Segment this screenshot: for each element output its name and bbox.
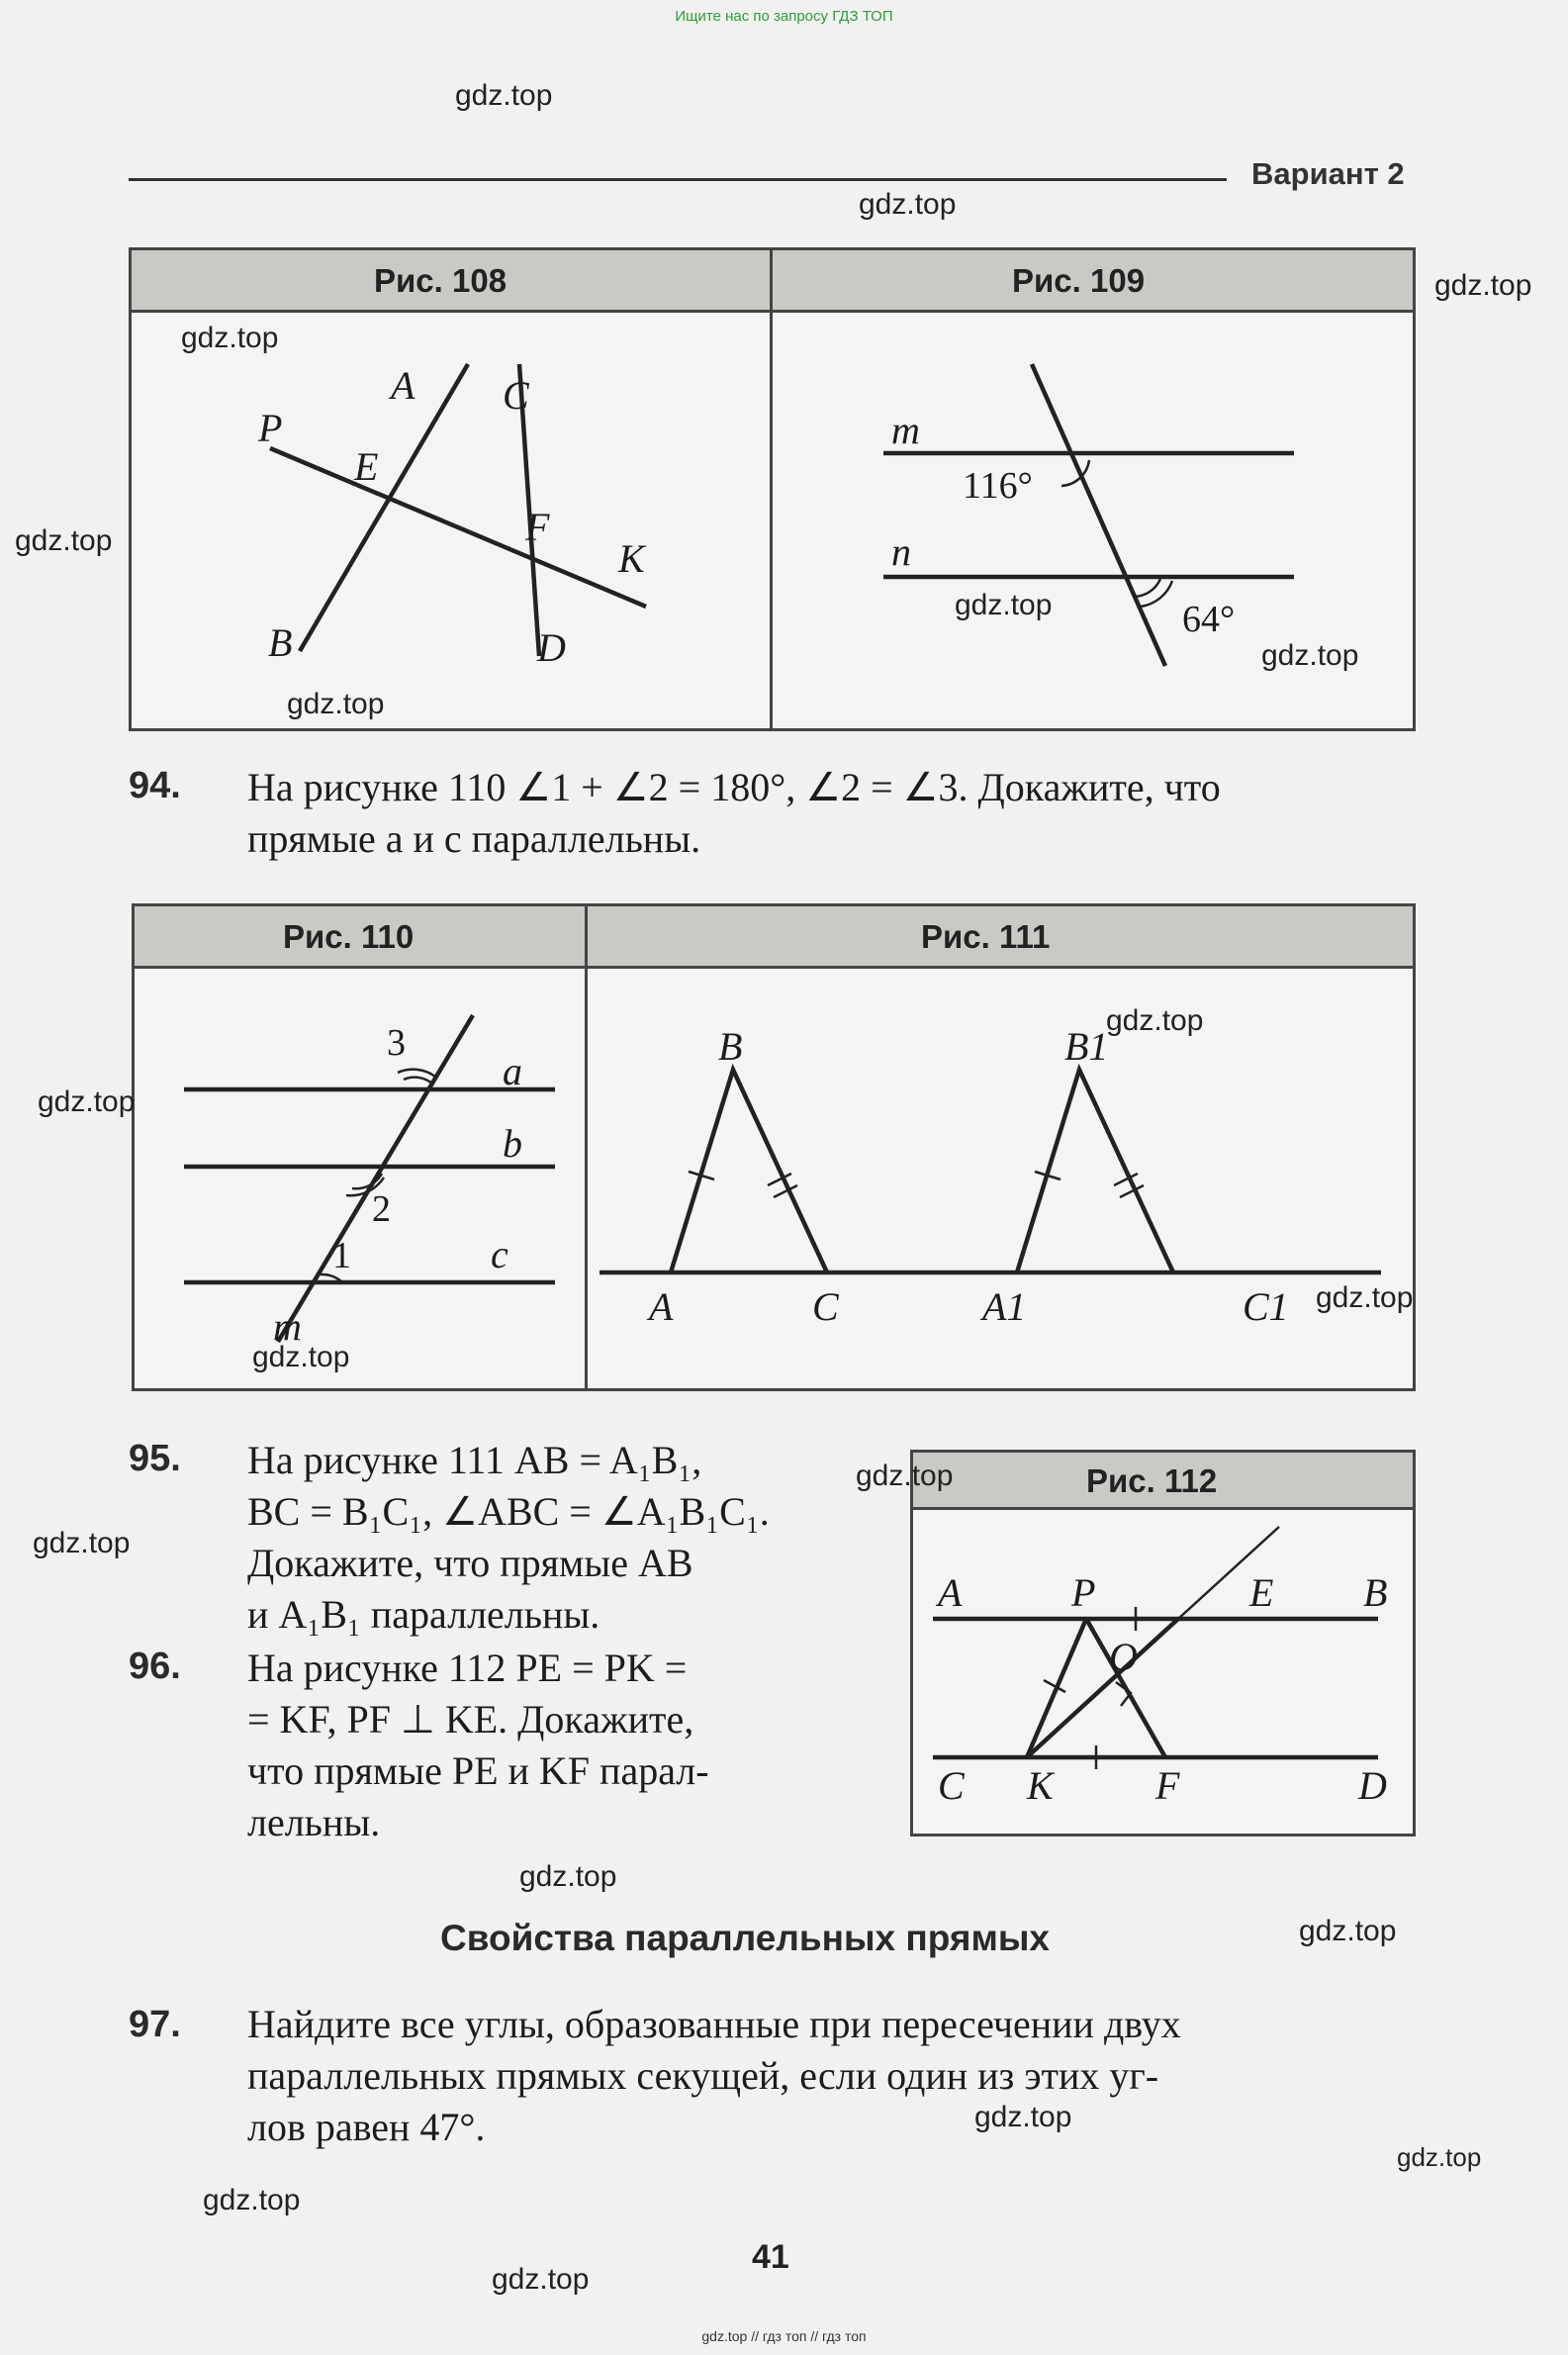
watermark: gdz.top [455,79,553,112]
figure-112-box [910,1450,1416,1837]
task-97-number: 97. [129,2004,181,2045]
line-m [278,1015,473,1342]
angle-arc-3b [398,1070,435,1077]
figure-109-title: Рис. 109 [1012,262,1146,299]
watermark: gdz.top [519,1860,617,1893]
label-F: F [525,505,550,549]
triangle-A1B1C1 [1017,1070,1173,1272]
label-b: b [503,1121,522,1166]
task-97-text [247,1999,1415,2153]
label-C: C [812,1284,839,1329]
task-95-number: 95. [129,1438,181,1479]
label-a: a [503,1049,522,1093]
figure-111-lines [600,1070,1381,1272]
section-title: Свойства параллельных прямых [440,1918,1050,1958]
task-95-text [247,1435,910,1641]
watermark: gdz.top [33,1527,131,1559]
figure-112-drawing [913,1453,1413,1834]
figure-111-title: Рис. 111 [921,918,1051,955]
watermark: gdz.top [856,1460,954,1492]
label-O: O [1109,1635,1138,1679]
watermark: gdz.top [1106,1004,1204,1037]
watermark: gdz.top [859,188,957,221]
label-C: C [503,373,529,418]
label-A1: A1 [982,1284,1027,1329]
task-96-number: 96. [129,1646,181,1687]
top-banner[interactable]: Ищите нас по запросу ГДЗ ТОП [675,8,893,25]
label-A: A [391,363,415,408]
watermark: gdz.top [1434,269,1532,302]
label-B1: B1 [1064,1024,1109,1069]
task-94-line-1: На рисунке 110 ∠1 + ∠2 = 180°, ∠2 = ∠3. Докажите, что [247,765,1221,809]
label-c: c [491,1232,508,1276]
task-95-line-1: На рисунке 111 AB = A₁B₁, [247,1438,702,1482]
angle-2: 2 [372,1188,391,1230]
figure-108-lines [270,364,646,656]
label-B: B [268,620,293,665]
task-96-line-4: лельны. [247,1800,381,1844]
label-C1: C1 [1243,1284,1289,1329]
task-94-number: 94. [129,765,181,806]
angle-3: 3 [387,1022,406,1064]
figure-108-109-drawing [132,250,1413,728]
task-96-line-1: На рисунке 112 PE = PK = [247,1646,688,1690]
watermark: gdz.top [955,589,1053,621]
page-number: 41 [752,2238,789,2276]
label-P: P [258,406,283,450]
variant-label: Вариант 2 [1251,156,1405,191]
figure-110-lines [184,1015,555,1342]
figure-112-title: Рис. 112 [1086,1462,1218,1499]
label-C: C [938,1763,965,1808]
label-A: A [938,1570,963,1615]
label-K: K [1027,1763,1054,1808]
angle-arc-64a [1133,579,1160,597]
task-96-text [247,1643,910,1848]
watermark: gdz.top [15,524,113,557]
watermark: gdz.top [287,688,385,720]
label-B: B [718,1024,743,1069]
label-m: m [891,408,920,452]
triangle-ABC [671,1070,827,1272]
angle-64: 64° [1182,599,1236,640]
label-B: B [1363,1570,1388,1615]
task-97-line-1: Найдите все углы, образованные при пересечении двух [247,2002,1181,2046]
figure-108-title: Рис. 108 [374,262,507,299]
label-D: D [1358,1763,1387,1808]
label-n: n [891,529,911,574]
header-rule [129,178,1227,181]
watermark: gdz.top [203,2184,301,2216]
task-96-line-3: что прямые PE и KF парал- [247,1748,709,1793]
task-95-line-4: и A₁B₁ параллельны. [247,1592,600,1637]
angle-arc-3a [404,1078,433,1084]
watermark: gdz.top [974,2101,1072,2133]
watermark: gdz.top [492,2263,590,2296]
line-PK [270,448,646,607]
task-97-line-3: лов равен 47°. [247,2105,486,2149]
task-95-line-3: Докажите, что прямые AB [247,1541,693,1585]
watermark: gdz.top [1397,2142,1482,2172]
angle-116: 116° [963,465,1033,507]
task-94-text [247,762,1415,865]
angle-1: 1 [332,1235,351,1276]
label-P: P [1071,1570,1096,1615]
watermark: gdz.top [1261,639,1359,672]
figure-108-109-box [129,247,1416,731]
label-m: m [273,1304,302,1349]
bottom-banner[interactable]: gdz.top // гдз топ // гдз топ [701,2328,867,2344]
figure-110-111-box [132,903,1416,1391]
label-F: F [1155,1763,1180,1808]
watermark: gdz.top [1316,1281,1414,1314]
watermark: gdz.top [1299,1915,1397,1947]
line-AB [300,364,468,651]
label-A: A [649,1284,674,1329]
task-97-line-2: параллельных прямых секущей, если один из этих уг- [247,2053,1159,2098]
label-D: D [537,625,566,670]
task-95-line-2: BC = B₁C₁, ∠ABC = ∠A₁B₁C₁. [247,1489,770,1534]
watermark: gdz.top [181,322,279,354]
watermark: gdz.top [38,1085,136,1118]
label-E: E [354,444,379,489]
watermark: gdz.top [252,1341,350,1373]
label-K: K [618,536,645,581]
figure-110-title: Рис. 110 [283,918,415,955]
label-E: E [1249,1570,1274,1615]
task-94-line-2: прямые a и c параллельны. [247,816,701,861]
task-96-line-2: = KF, PF ⊥ KE. Докажите, [247,1697,694,1742]
figure-110-111-drawing [135,906,1413,1388]
